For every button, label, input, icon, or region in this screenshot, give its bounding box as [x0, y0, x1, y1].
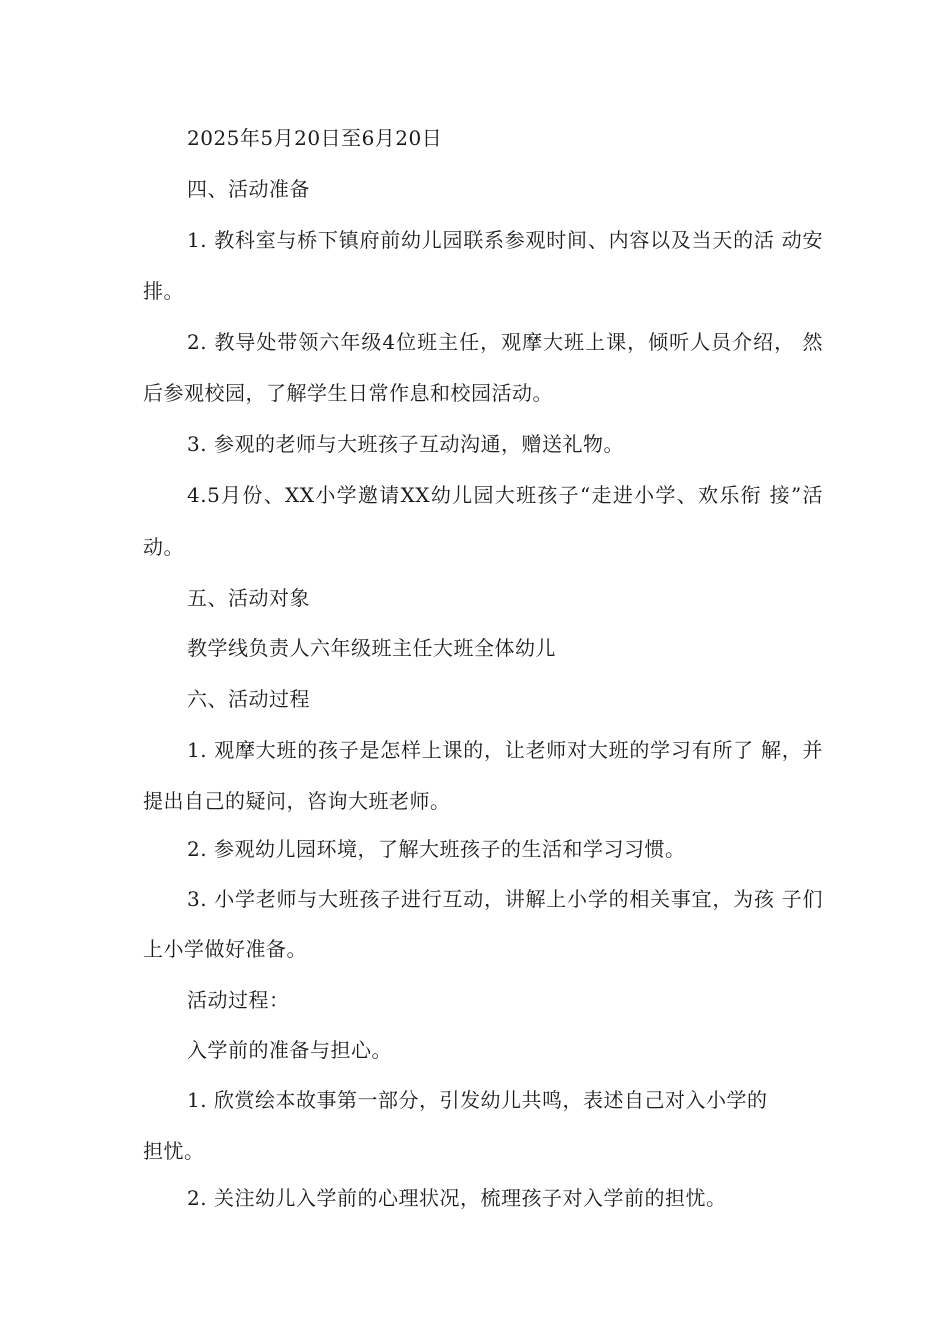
paragraph-line: 入学前的准备与担心。 [187, 1038, 392, 1062]
date-range: 2025年5月20日至6月20日 [187, 126, 443, 150]
paragraph-line: 提出自己的疑问，咨询大班老师。 [143, 789, 451, 813]
paragraph-line: 3. 小学老师与大班孩子进行互动，讲解上小学的相关事宜，为孩 子们 [187, 887, 823, 911]
paragraph-line: 4.5月份、XX小学邀请XX幼儿园大班孩子“走进小学、欢乐衔 接”活 [187, 483, 823, 507]
section-heading-audience: 五、活动对象 [187, 586, 310, 610]
paragraph-line: 1. 观摩大班的孩子是怎样上课的，让老师对大班的学习有所了 解，并 [187, 738, 823, 762]
section-heading-process: 六、活动过程 [187, 687, 310, 711]
paragraph-line: 上小学做好准备。 [143, 937, 307, 961]
paragraph-line: 后参观校园，了解学生日常作息和校园活动。 [143, 381, 553, 405]
paragraph-line: 担忧。 [143, 1139, 205, 1163]
paragraph-line: 3. 参观的老师与大班孩子互动沟通，赠送礼物。 [187, 432, 624, 456]
paragraph-line: 排。 [143, 279, 184, 303]
paragraph-line: 教学线负责人六年级班主任大班全体幼儿 [187, 636, 556, 660]
paragraph-line: 2. 教导处带领六年级4位班主任，观摩大班上课，倾听人员介绍， 然 [187, 330, 823, 354]
paragraph-line: 2. 关注幼儿入学前的心理状况，梳理孩子对入学前的担忧。 [187, 1186, 727, 1210]
paragraph-line: 1. 欣赏绘本故事第一部分，引发幼儿共鸣，表述自己对入小学的 [187, 1088, 768, 1112]
paragraph-line: 1. 教科室与桥下镇府前幼儿园联系参观时间、内容以及当天的活 动安 [187, 228, 823, 252]
subheading-process: 活动过程： [187, 988, 290, 1012]
paragraph-line: 2. 参观幼儿园环境，了解大班孩子的生活和学习习惯。 [187, 837, 686, 861]
section-heading-preparation: 四、活动准备 [187, 177, 310, 201]
paragraph-line: 动。 [143, 535, 184, 559]
